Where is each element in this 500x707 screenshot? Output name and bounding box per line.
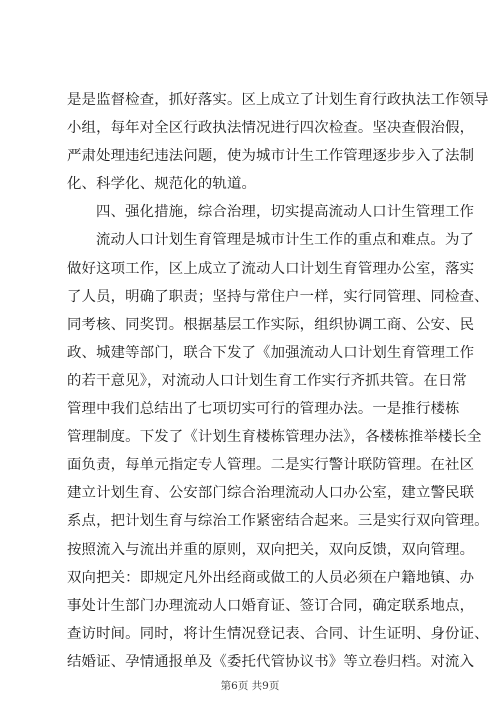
- text-line: 政、城建等部门，联合下发了《加强流动人口计划生育管理工作: [67, 344, 475, 361]
- text-line: 同考核、同奖罚。根据基层工作实际，组织协调工商、公安、民: [67, 316, 475, 333]
- section-heading: 四、强化措施，综合治理，切实提高流动人口计生管理工作: [96, 204, 475, 221]
- text-line: 结婚证、孕情通报单及《委托代管协议书》等立卷归档。对流入: [67, 653, 475, 670]
- text-line: 是是监督检查，抓好落实。区上成立了计划生育行政执法工作领导: [67, 92, 489, 108]
- text-line: 面负责，每单元指定专人管理。二是实行警计联防管理。在社区: [67, 457, 475, 474]
- text-line: 严肃处理违纪违法问题，使为城市计生工作管理逐步步入了法制: [67, 148, 475, 165]
- text-line: 系点，把计划生育与综治工作紧密结合起来。三是实行双向管理。: [67, 513, 489, 530]
- text-line: 做好这项工作，区上成立了流动人口计划生育管理办公室，落实: [67, 260, 475, 277]
- text-line: 查访时间。同时，将计生情况登记表、合同、计生证明、身份证、: [67, 625, 489, 642]
- text-line: 流动人口计划生育管理是城市计生工作的重点和难点。为了: [96, 232, 475, 249]
- text-line: 的若干意见》，对流动人口计划生育工作实行齐抓共管。在日常: [67, 372, 467, 389]
- text-line: 建立计划生育、公安部门综合治理流动人口办公室，建立警民联: [67, 485, 475, 502]
- text-line: 按照流入与流出并重的原则，双向把关，双向反馈，双向管理。: [67, 541, 475, 558]
- text-line: 管理制度。下发了《计划生育楼栋管理办法》，各楼栋推举楼长全: [67, 429, 482, 446]
- body-text: [67, 86, 489, 676]
- text-line: 化、科学化、规范化的轨道。: [67, 176, 257, 193]
- text-line: 双向把关：即规定凡外出经商或做工的人员必须在户籍地镇、办: [67, 569, 475, 586]
- text-line: 管理中我们总结出了七项切实可行的管理办法。一是推行楼栋: [67, 401, 460, 418]
- text-line: 了人员，明确了职责；坚持与常住户一样，实行同管理、同检查、: [67, 288, 489, 305]
- page-number-footer: 第6页 共9页: [220, 680, 280, 692]
- text-line: 小组，每年对全区行政执法情况进行四次检查。坚决查假治假，: [67, 120, 475, 137]
- text-line: 事处计生部门办理流动人口婚育证、签订合同，确定联系地点，: [67, 597, 475, 614]
